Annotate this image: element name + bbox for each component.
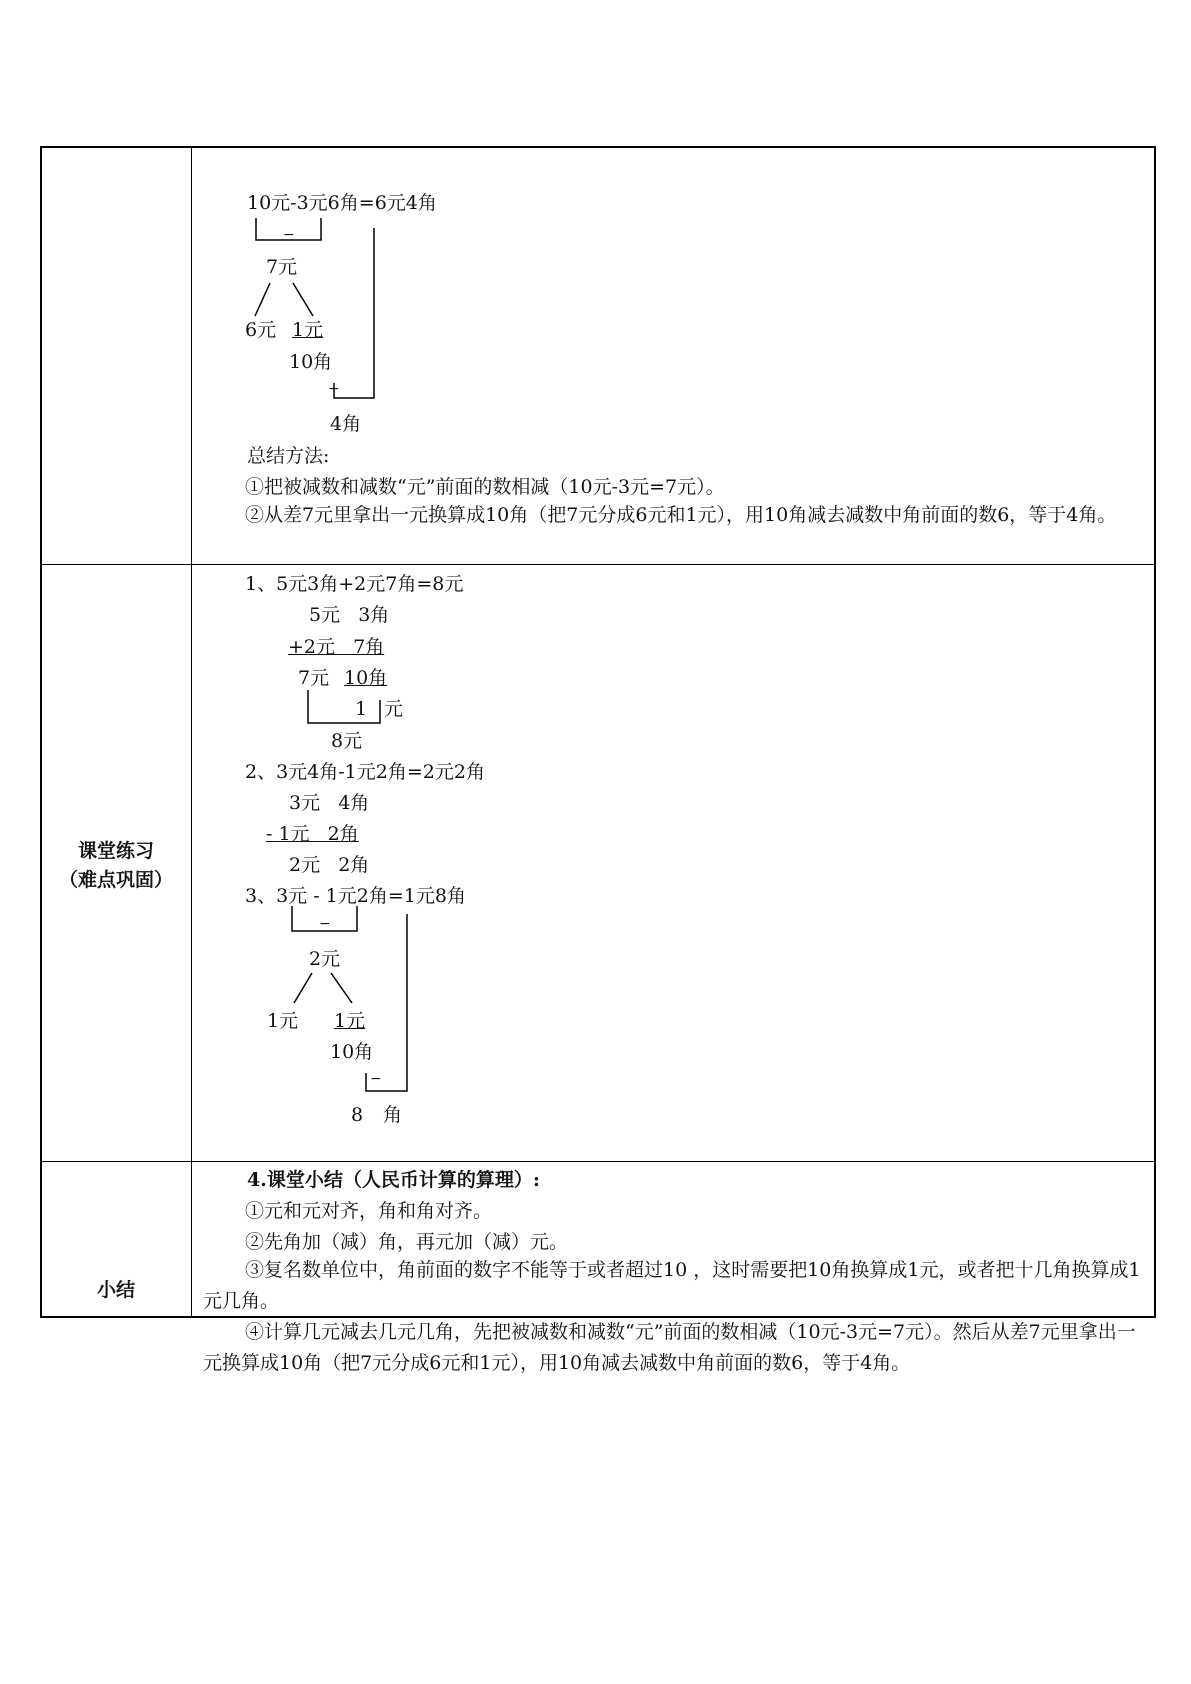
ex2-line-a: 3元 4角: [289, 792, 370, 814]
row1-branch-left: [255, 283, 270, 316]
ex3-minus-sign: −: [319, 916, 331, 932]
ex1-equation: 1、5元3角+2元7角=8元: [245, 573, 464, 595]
row3-label: 小结: [96, 1279, 135, 1301]
row2-label-line1: 课堂练习: [77, 840, 154, 862]
ex1-carry-unit: 元: [384, 698, 404, 720]
ex3-branch-right: [331, 973, 352, 1003]
row1-one-yuan: 1元: [292, 319, 324, 341]
ex3-result-unit: 角: [383, 1104, 403, 1126]
row1-step-2: ②从差7元里拿出一元换算成10角（把7元分成6元和1元），用10角减去减数中角前面的数6，等于4角。: [245, 504, 1117, 526]
row1-four-jiao: 4角: [330, 413, 362, 435]
ex1-total: 8元: [331, 730, 363, 752]
ex2-equation: 2、3元4角-1元2角=2元2角: [245, 761, 485, 783]
row1-bracket-long: [334, 228, 374, 398]
row3-point-4: ④计算几元减去几元几角，先把被减数和减数“元”前面的数相减（10元-3元=7元）。然后从差7元里拿出一元换算成10角（把7元分成6元和1元），用10角减去减数中角前面的数6，等于4角。: [203, 1321, 1136, 1374]
row1-minus-sign: −: [283, 227, 295, 243]
row1-summary-title: 总结方法:: [247, 445, 330, 467]
row1-ten-jiao: 10角: [289, 351, 333, 373]
ex3-result-number: 8: [351, 1104, 364, 1126]
ex1-line-b: +2元 7角: [288, 636, 385, 658]
row1-seven-yuan: 7元: [266, 256, 298, 278]
ex1-line-a: 5元 3角: [309, 604, 390, 626]
ex2-line-b: - 1元 2角: [266, 823, 359, 845]
ex1-carry-number: 1: [355, 698, 368, 720]
ex3-two-yuan: 2元: [309, 948, 341, 970]
row3-point-1: ①元和元对齐，角和角对齐。: [245, 1200, 493, 1222]
row3-title: 4.课堂小结（人民币计算的算理）:: [247, 1169, 540, 1191]
row1-six-yuan: 6元: [245, 319, 277, 341]
row1-minus-sign-2: −: [328, 381, 340, 397]
ex3-one-yuan-left: 1元: [267, 1010, 299, 1032]
row2-label-line2: （难点巩固）: [58, 869, 173, 891]
row1-step-1: ①把被减数和减数“元”前面的数相减（10元-3元=7元）。: [245, 476, 725, 498]
row3-point-3: ③复名数单位中，角前面的数字不能等于或者超过10 ，这时需要把10角换算成1元，或者把十几角换算成1元几角。: [203, 1259, 1141, 1312]
ex3-branch-left: [294, 973, 312, 1003]
row3-point-2: ②先角加（减）角，再元加（减）元。: [245, 1231, 569, 1253]
ex3-bracket-long: [366, 914, 407, 1091]
ex1-result-jiao: 10角: [344, 667, 388, 689]
ex3-ten-jiao: 10角: [330, 1041, 374, 1063]
ex1-carry-bracket: [308, 690, 380, 723]
ex1-result-yuan: 7元: [298, 667, 330, 689]
ex3-one-yuan-right: 1元: [334, 1010, 366, 1032]
row1-equation: 10元-3元6角=6元4角: [247, 192, 437, 214]
ex3-equation: 3、3元 - 1元2角=1元8角: [245, 885, 466, 907]
ex3-minus-sign-2: −: [370, 1071, 382, 1087]
ex2-line-c: 2元 2角: [289, 854, 370, 876]
row1-branch-right: [293, 283, 313, 316]
